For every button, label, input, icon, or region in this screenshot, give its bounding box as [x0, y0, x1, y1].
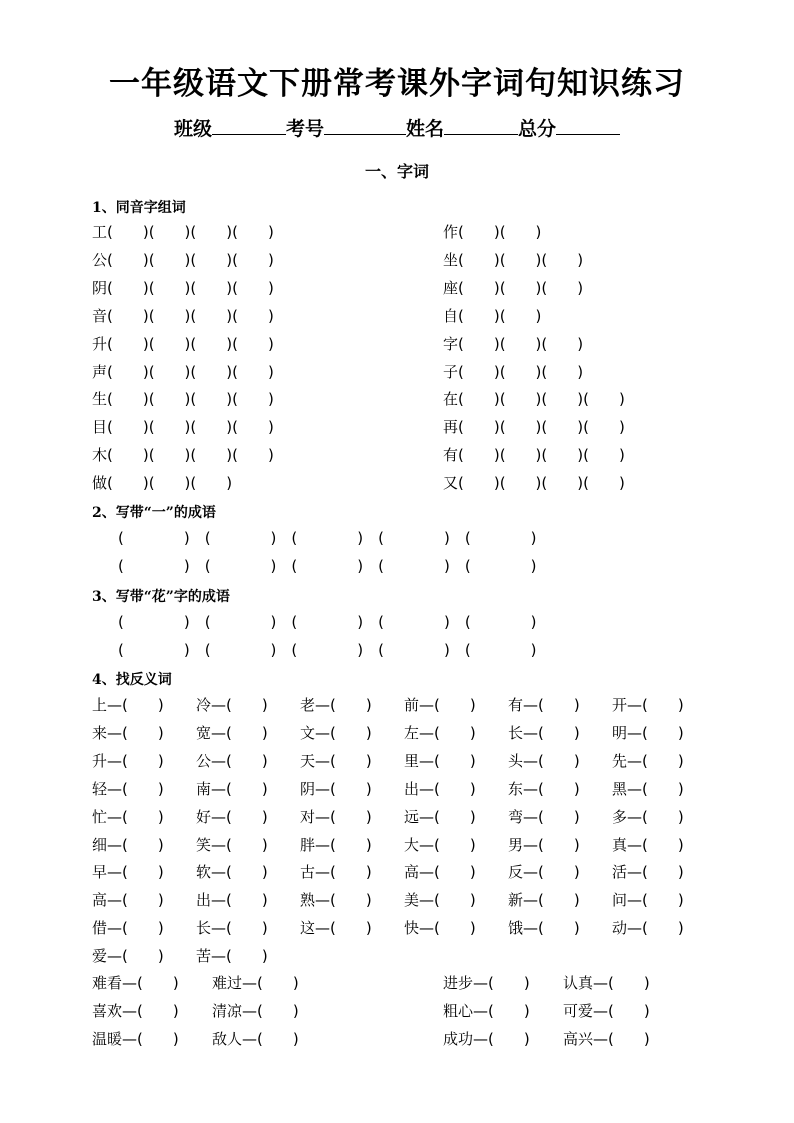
q1-right-row[interactable]: 在( )( )( )( ) [443, 390, 625, 409]
antonym-cell[interactable]: 好—( ) [196, 807, 268, 826]
antonym-pair-cell[interactable]: 认真—( ) [563, 974, 650, 992]
q1-left-row[interactable]: 公( )( )( )( ) [92, 250, 274, 269]
antonym-cell[interactable]: 细—( ) [92, 835, 164, 854]
antonym-cell[interactable]: 来—( ) [92, 723, 164, 742]
antonym-cell[interactable]: 苦—( ) [196, 947, 268, 966]
antonym-cell[interactable]: 活—( ) [612, 863, 684, 882]
q2-row-2[interactable]: ( ) ( ) ( ) ( ) ( ) [118, 557, 537, 575]
q1-right-row[interactable]: 再( )( )( )( ) [443, 418, 625, 437]
q3-heading: 3、写带“花”字的成语 [92, 589, 230, 605]
q1-left-row[interactable]: 工( )( )( )( ) [92, 223, 274, 241]
antonym-cell[interactable]: 真—( ) [612, 835, 684, 854]
class-label: 班级 [173, 118, 212, 140]
antonym-pair-cell[interactable]: 温暖—( ) [92, 1030, 179, 1048]
antonym-cell[interactable]: 左—( ) [404, 723, 476, 742]
q2-heading: 2、写带“一”的成语 [92, 505, 216, 521]
number-blank[interactable] [324, 116, 406, 135]
antonym-pair-cell[interactable]: 进步—( ) [443, 974, 530, 992]
antonym-cell[interactable]: 对—( ) [300, 807, 372, 826]
antonym-cell[interactable]: 公—( ) [196, 751, 268, 770]
antonym-cell[interactable]: 天—( ) [300, 751, 372, 770]
antonym-cell[interactable]: 老—( ) [300, 696, 372, 714]
antonym-cell[interactable]: 轻—( ) [92, 779, 164, 798]
antonym-pair-cell[interactable]: 粗心—( ) [443, 1002, 530, 1020]
q4-heading: 4、找反义词 [92, 672, 172, 688]
page-title: 一年级语文下册常考课外字词句知识练习 [109, 66, 685, 102]
antonym-cell[interactable]: 里—( ) [404, 751, 476, 770]
antonym-pair-cell[interactable]: 敌人—( ) [212, 1030, 299, 1048]
q3-row-2[interactable]: ( ) ( ) ( ) ( ) ( ) [118, 641, 537, 659]
antonym-cell[interactable]: 这—( ) [300, 919, 372, 938]
q1-right-row[interactable]: 子( )( )( ) [443, 362, 584, 381]
antonym-pair-cell[interactable]: 可爱—( ) [563, 1002, 650, 1020]
q1-left-row[interactable]: 生( )( )( )( ) [92, 390, 274, 409]
antonym-cell[interactable]: 升—( ) [92, 751, 164, 770]
antonym-cell[interactable]: 爱—( ) [92, 947, 164, 966]
antonym-cell[interactable]: 动—( ) [612, 919, 684, 938]
antonym-cell[interactable]: 胖—( ) [300, 835, 372, 854]
score-label: 总分 [518, 118, 557, 140]
antonym-cell[interactable]: 新—( ) [508, 891, 580, 910]
antonym-cell[interactable]: 开—( ) [612, 696, 684, 714]
antonym-cell[interactable]: 多—( ) [612, 807, 684, 826]
q1-left-row[interactable]: 目( )( )( )( ) [92, 418, 274, 437]
q1-heading: 1、同音字组词 [92, 200, 186, 216]
q1-right-row[interactable]: 自( )( ) [443, 306, 542, 325]
antonym-cell[interactable]: 南—( ) [196, 779, 268, 798]
antonym-cell[interactable]: 软—( ) [196, 863, 268, 882]
antonym-pair-cell[interactable]: 难看—( ) [92, 974, 179, 992]
q2-row-1[interactable]: ( ) ( ) ( ) ( ) ( ) [118, 529, 537, 547]
q1-left-row[interactable]: 木( )( )( )( ) [92, 446, 274, 465]
antonym-cell[interactable]: 上—( ) [92, 696, 164, 714]
antonym-cell[interactable]: 反—( ) [508, 863, 580, 882]
score-blank[interactable] [556, 116, 620, 135]
antonym-cell[interactable]: 前—( ) [404, 696, 476, 714]
antonym-cell[interactable]: 弯—( ) [508, 807, 580, 826]
number-label: 考号 [285, 118, 324, 140]
student-info-line [0, 114, 794, 141]
q1-right-row[interactable]: 有( )( )( )( ) [443, 446, 625, 465]
antonym-cell[interactable]: 熟—( ) [300, 891, 372, 910]
antonym-cell[interactable]: 先—( ) [612, 751, 684, 770]
antonym-cell[interactable]: 明—( ) [612, 723, 684, 742]
antonym-cell[interactable]: 大—( ) [404, 835, 476, 854]
antonym-cell[interactable]: 长—( ) [508, 723, 580, 742]
antonym-cell[interactable]: 美—( ) [404, 891, 476, 910]
name-blank[interactable] [444, 116, 518, 135]
q1-right-row[interactable]: 又( )( )( )( ) [443, 474, 625, 493]
antonym-cell[interactable]: 男—( ) [508, 835, 580, 854]
section-title: 一、字词 [364, 162, 429, 181]
class-blank[interactable] [212, 116, 286, 135]
antonym-cell[interactable]: 出—( ) [196, 891, 268, 910]
name-label: 姓名 [406, 118, 445, 140]
antonym-pair-cell[interactable]: 难过—( ) [212, 974, 299, 992]
q1-left-row[interactable]: 做( )( )( ) [92, 474, 233, 493]
antonym-pair-cell[interactable]: 清凉—( ) [212, 1002, 299, 1020]
antonym-pair-cell[interactable]: 成功—( ) [443, 1030, 530, 1048]
antonym-pair-cell[interactable]: 高兴—( ) [563, 1030, 650, 1048]
q1-left-row[interactable]: 阴( )( )( )( ) [92, 278, 274, 297]
antonym-cell[interactable]: 有—( ) [508, 696, 580, 714]
q1-right-row[interactable]: 作( )( ) [443, 223, 542, 241]
antonym-cell[interactable]: 远—( ) [404, 807, 476, 826]
antonym-cell[interactable]: 借—( ) [92, 919, 164, 938]
antonym-cell[interactable]: 黑—( ) [612, 779, 684, 798]
q1-left-row[interactable]: 升( )( )( )( ) [92, 334, 274, 353]
antonym-cell[interactable]: 宽—( ) [196, 723, 268, 742]
antonym-cell[interactable]: 长—( ) [196, 919, 268, 938]
antonym-cell[interactable]: 头—( ) [508, 751, 580, 770]
q1-left-row[interactable]: 音( )( )( )( ) [92, 306, 274, 325]
antonym-cell[interactable]: 忙—( ) [92, 807, 164, 826]
q3-row-1[interactable]: ( ) ( ) ( ) ( ) ( ) [118, 613, 537, 631]
antonym-cell[interactable]: 冷—( ) [196, 696, 268, 714]
antonym-pair-cell[interactable]: 喜欢—( ) [92, 1002, 179, 1020]
antonym-cell[interactable]: 东—( ) [508, 779, 580, 798]
antonym-cell[interactable]: 快—( ) [404, 919, 476, 938]
antonym-cell[interactable]: 出—( ) [404, 779, 476, 798]
antonym-cell[interactable]: 早—( ) [92, 863, 164, 882]
antonym-cell[interactable]: 阴—( ) [300, 779, 372, 798]
antonym-cell[interactable]: 高—( ) [404, 863, 476, 882]
antonym-cell[interactable]: 高—( ) [92, 891, 164, 910]
q1-left-row[interactable]: 声( )( )( )( ) [92, 362, 274, 381]
q1-right-row[interactable]: 字( )( )( ) [443, 334, 584, 353]
antonym-cell[interactable]: 笑—( ) [196, 835, 268, 854]
q1-right-row[interactable]: 座( )( )( ) [443, 278, 584, 297]
antonym-cell[interactable]: 文—( ) [300, 723, 372, 742]
antonym-cell[interactable]: 问—( ) [612, 891, 684, 910]
antonym-cell[interactable]: 古—( ) [300, 863, 372, 882]
q1-right-row[interactable]: 坐( )( )( ) [443, 250, 584, 269]
antonym-cell[interactable]: 饿—( ) [508, 919, 580, 938]
